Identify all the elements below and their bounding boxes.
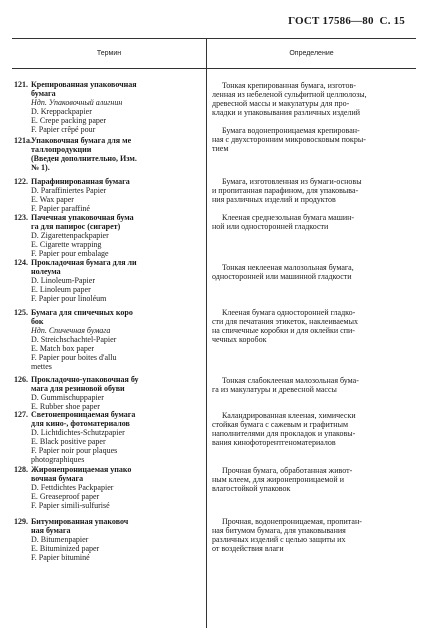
deprecated-term-line: Ндп. Спичечная бумага [31, 326, 111, 335]
term-number: 125. [14, 308, 28, 317]
foreign-equivalent-line: E. Match box paper [31, 344, 95, 353]
definition-line: Тонкая крепированная бумага, изготов- [222, 81, 356, 90]
foreign-equivalent-line: E. Crepe packing paper [31, 116, 107, 125]
foreign-equivalent-line: E. Bituminized paper [31, 544, 100, 553]
definition-line: Бумага, изготовленная из бумаги-основы [222, 177, 362, 186]
definition-line: сти для печатания этикеток, наклеиваемых [212, 317, 358, 326]
term-entry [14, 465, 200, 510]
term-body [31, 258, 200, 303]
foreign-equivalent-line: D. Fettdichtes Packpapier [31, 483, 114, 492]
foreign-equivalent-line: D. Linoleum-Papier [31, 276, 95, 285]
foreign-equivalent-line: E. Cigarette wrapping [31, 240, 102, 249]
definition-line: влагостойкой упаковок [212, 484, 291, 493]
definition-entry [212, 466, 402, 493]
foreign-equivalent-line: D. Gummischuppapier [31, 393, 104, 402]
term-entry [14, 375, 200, 411]
foreign-equivalent-line: D. Streichschachtel-Papier [31, 335, 117, 344]
term-entry [14, 258, 200, 303]
term-entry [14, 136, 200, 172]
term-entry [14, 410, 200, 464]
term-body [31, 375, 200, 411]
term-name-line: га для папирос (сигарет) [31, 222, 121, 231]
definition-entry [212, 263, 402, 281]
term-number: 122. [14, 177, 28, 186]
term-name-line: (Введен дополнительно, Изм. [31, 154, 137, 163]
definition-line: ная с двухсторонним микровосковым покры- [212, 135, 366, 144]
foreign-equivalent-line: D. Bitumenpapier [31, 535, 89, 544]
definition-line: наполнителями для прокладок и упаковы- [212, 429, 356, 438]
term-name-line: Пачечная упаковочная бума [31, 213, 134, 222]
term-name-line: Прокладочно-упаковочная бу [31, 375, 139, 384]
term-entry [14, 177, 200, 213]
term-name-line: № 1). [31, 163, 50, 172]
term-column-header: Термин [96, 50, 122, 57]
foreign-equivalent-line: F. Papier simili-sulfurisé [31, 501, 110, 510]
definition-line: Прочная, водонепроницаемая, пропитан- [222, 517, 362, 526]
foreign-equivalent-line: D. Zigarettenpackpapier [31, 231, 109, 240]
definition-entry [212, 376, 402, 394]
definition-line: от воздействия влаги [212, 544, 284, 553]
term-name-line: бок [31, 317, 44, 326]
definition-entry [212, 81, 402, 117]
definition-entry [212, 126, 402, 153]
term-number: 123. [14, 213, 28, 222]
term-name-line: Крепированная упаковочная [31, 80, 137, 89]
definition-line: ная битумом бумага, для упаковывания [212, 526, 346, 535]
header-bottom-rule [12, 68, 416, 69]
definition-line: ния различных изделий и продуктов [212, 195, 336, 204]
definition-line: чечных коробок [212, 335, 267, 344]
definition-line: различных изделий с целью защиты их [212, 535, 346, 544]
definition-line: Клееная среднезольная бумага машин- [222, 213, 355, 222]
foreign-equivalent-line: F. Papier pour embalage [31, 249, 109, 258]
page-header [288, 15, 405, 27]
foreign-equivalent-line: E. Greaseproof paper [31, 492, 100, 501]
term-number: 121а. [14, 136, 32, 145]
definition-entry [212, 411, 402, 447]
foreign-equivalent-line: E. Black positive paper [31, 437, 106, 446]
term-number: 129. [14, 517, 28, 526]
term-name-line: Парафинированная бумага [31, 177, 130, 186]
definition-entry [212, 308, 402, 344]
page-number: С. 15 [379, 15, 405, 27]
definition-line: вания кинофоторентгеноматериалов [212, 438, 336, 447]
definition-line: Бумага водонепроницаемая крепирован- [222, 126, 360, 135]
foreign-equivalent-line: F. Papier pour boites d'allu [31, 353, 117, 362]
foreign-equivalent-line: mettes [31, 362, 52, 371]
foreign-equivalent-line: F. Papier pour linoléum [31, 294, 107, 303]
definition-entry [212, 213, 402, 231]
term-body [31, 410, 200, 464]
term-body [31, 308, 200, 371]
term-body [31, 465, 200, 510]
term-name-line: вочная бумага [31, 474, 84, 483]
foreign-equivalent-line: E. Linoleum paper [31, 285, 91, 294]
definition-line: га из макулатуры и древесной массы [212, 385, 337, 394]
foreign-equivalent-line: D. Kreppackpapier [31, 107, 92, 116]
definition-column-header: Определение [289, 50, 334, 57]
column-divider [206, 38, 207, 628]
term-entry [14, 80, 200, 134]
definition-entry [212, 517, 402, 553]
term-name-line: ная бумага [31, 526, 71, 535]
term-entry [14, 308, 200, 371]
foreign-equivalent-line: F. Papier bituminé [31, 553, 90, 562]
definition-line: древесной массы и макулатуры для про- [212, 99, 350, 108]
foreign-equivalent-line: D. Lichtdichtes-Schutzpapier [31, 428, 125, 437]
standard-number: ГОСТ 17586—80 [288, 15, 374, 27]
term-number: 126. [14, 375, 28, 384]
term-name-line: Жиронепроницаемая упако [31, 465, 132, 474]
definition-line: односторонней или машинной гладкости [212, 272, 352, 281]
definition-line: ной или односторонней гладкости [212, 222, 329, 231]
term-body [31, 517, 200, 562]
foreign-equivalent-line: E. Rubber shoe paper [31, 402, 100, 411]
definition-line: ным клеем, для жиронепроницаемой и [212, 475, 344, 484]
definition-line: Прочная бумага, обработанная живот- [222, 466, 353, 475]
definition-line: Тонкая слабоклееная малозольная бума- [222, 376, 359, 385]
foreign-equivalent-line: F. Papier paraffiné [31, 204, 90, 213]
foreign-equivalent-line: E. Wax paper [31, 195, 74, 204]
definition-entry [212, 177, 402, 204]
foreign-equivalent-line: photographiques [31, 455, 85, 464]
term-number: 124. [14, 258, 28, 267]
deprecated-term-line: Ндп. Упаковочный алигнин [31, 98, 123, 107]
foreign-equivalent-line: F. Papier noir pour plaques [31, 446, 118, 455]
term-entry [14, 213, 200, 258]
definition-line: Тонкая неклееная малозольная бумага, [222, 263, 354, 272]
definition-line: стойкая бумага с сажевым и графитным [212, 420, 348, 429]
definition-line: и пропитанная парафином, для упаковыва- [212, 186, 359, 195]
table-top-rule [12, 38, 416, 39]
definition-line: Клееная бумага односторонней гладко- [222, 308, 356, 317]
term-name-line: таллопродукции [31, 145, 92, 154]
definition-line: тием [212, 144, 229, 153]
term-number: 121. [14, 80, 28, 89]
foreign-equivalent-line: D. Paraffiniertes Papier [31, 186, 107, 195]
term-name-line: Прокладочная бумага для ли [31, 258, 137, 267]
term-name-line: мага для резиновой обуви [31, 384, 125, 393]
term-body [31, 80, 200, 134]
term-name-line: Упаковочная бумага для ме [31, 136, 132, 145]
term-name-line: Битумированная упаковоч [31, 517, 129, 526]
term-name-line: бумага [31, 89, 56, 98]
term-entry [14, 517, 200, 562]
definition-line: ленная из небеленой сульфитной целлюлозы, [212, 90, 367, 99]
term-body [31, 177, 200, 213]
term-name-line: нолеума [31, 267, 61, 276]
term-number: 128. [14, 465, 28, 474]
term-number: 127. [14, 410, 28, 419]
definition-line: на спичечные коробки и для оклейки спи- [212, 326, 355, 335]
term-name-line: для кино-, фотоматериалов [31, 419, 130, 428]
term-name-line: Светонепроницаемая бумага [31, 410, 136, 419]
term-name-line: Бумага для спичечных коро [31, 308, 133, 317]
definition-line: кладки и упаковывания различных изделий [212, 108, 361, 117]
foreign-equivalent-line: F. Papier crêpé pour [31, 125, 96, 134]
term-body [31, 136, 200, 172]
definition-line: Каландрированная клееная, химически [222, 411, 356, 420]
term-body [31, 213, 200, 258]
